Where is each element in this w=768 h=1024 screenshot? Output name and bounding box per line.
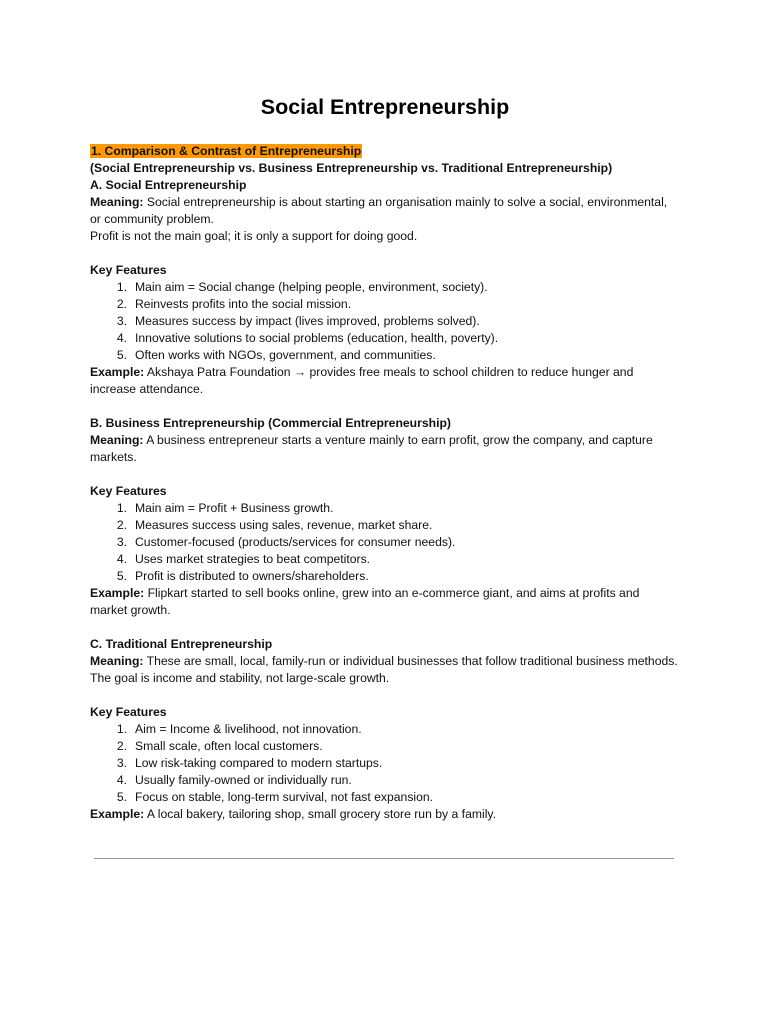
- example-label: Example:: [90, 586, 145, 600]
- business-meaning: [90, 432, 680, 466]
- example-text: Akshaya Patra Foundation → provides free meals to school children to reduce hunger and increase attendance.: [90, 365, 634, 396]
- traditional-features-heading: Key Features: [90, 705, 167, 719]
- document-title: Social Entrepreneurship: [260, 95, 510, 119]
- business-features-list: [90, 500, 680, 585]
- example-text: Flipkart started to sell books online, grew into an e-commerce giant, and aims at profits and market growth.: [90, 586, 640, 617]
- list-item: Reinvests profits into the social mission.: [135, 297, 352, 311]
- list-item: Uses market strategies to beat competitors.: [135, 552, 371, 566]
- list-item: Usually family-owned or individually run.: [135, 773, 352, 787]
- social-meaning-line2: Profit is not the main goal; it is only a support for doing good.: [90, 229, 418, 243]
- list-item: Aim = Income & livelihood, not innovation.: [135, 722, 362, 736]
- business-heading: B. Business Entrepreneurship (Commercial Entrepreneurship): [90, 416, 451, 430]
- social-features-list: [90, 279, 680, 364]
- section-heading-line: [90, 143, 680, 160]
- meaning-label: Meaning:: [90, 433, 144, 447]
- business-example: [90, 585, 680, 619]
- meaning-text: Social entrepreneurship is about starting an organisation mainly to solve a social, environmental, or community problem.: [90, 195, 668, 226]
- list-item: Profit is distributed to owners/shareholders.: [135, 569, 369, 583]
- meaning-label: Meaning:: [90, 195, 144, 209]
- traditional-example: [90, 806, 680, 823]
- list-item: Measures success by impact (lives improved, problems solved).: [135, 314, 480, 328]
- spacer: [90, 619, 680, 636]
- list-item: Customer-focused (products/services for consumer needs).: [135, 535, 456, 549]
- list-item: Often works with NGOs, government, and communities.: [135, 348, 436, 362]
- example-label: Example:: [90, 365, 145, 379]
- spacer: [90, 687, 680, 704]
- meaning-text: A business entrepreneur starts a venture mainly to earn profit, grow the company, and capture markets.: [90, 433, 653, 464]
- list-item: Focus on stable, long-term survival, not fast expansion.: [135, 790, 434, 804]
- example-text: A local bakery, tailoring shop, small grocery store run by a family.: [144, 807, 496, 821]
- meaning-label: Meaning:: [90, 654, 144, 668]
- section-subtitle: (Social Entrepreneurship vs. Business Entrepreneurship vs. Traditional Entrepreneurship): [90, 161, 613, 175]
- spacer: [90, 245, 680, 262]
- business-features-heading: Key Features: [90, 484, 167, 498]
- horizontal-divider: [94, 858, 674, 859]
- list-item: Low risk-taking compared to modern startups.: [135, 756, 383, 770]
- list-item: Innovative solutions to social problems (education, health, poverty).: [135, 331, 499, 345]
- social-example: [90, 364, 680, 398]
- social-features-heading: Key Features: [90, 263, 167, 277]
- traditional-meaning-line2: The goal is income and stability, not large-scale growth.: [90, 671, 390, 685]
- social-meaning: [90, 194, 680, 228]
- social-heading: A. Social Entrepreneurship: [90, 178, 247, 192]
- traditional-meaning: [90, 653, 680, 670]
- list-item: Measures success using sales, revenue, market share.: [135, 518, 433, 532]
- document-body: [90, 143, 680, 823]
- spacer: [90, 398, 680, 415]
- list-item: Small scale, often local customers.: [135, 739, 323, 753]
- section-heading-highlighted: 1. Comparison & Contrast of Entrepreneurship: [91, 144, 362, 158]
- list-item: Main aim = Profit + Business growth.: [135, 501, 334, 515]
- spacer: [90, 466, 680, 483]
- traditional-features-list: [90, 721, 680, 806]
- traditional-heading: C. Traditional Entrepreneurship: [90, 637, 273, 651]
- meaning-text: These are small, local, family-run or individual businesses that follow traditional business methods.: [143, 654, 678, 668]
- example-label: Example:: [90, 807, 145, 821]
- list-item: Main aim = Social change (helping people, environment, society).: [135, 280, 488, 294]
